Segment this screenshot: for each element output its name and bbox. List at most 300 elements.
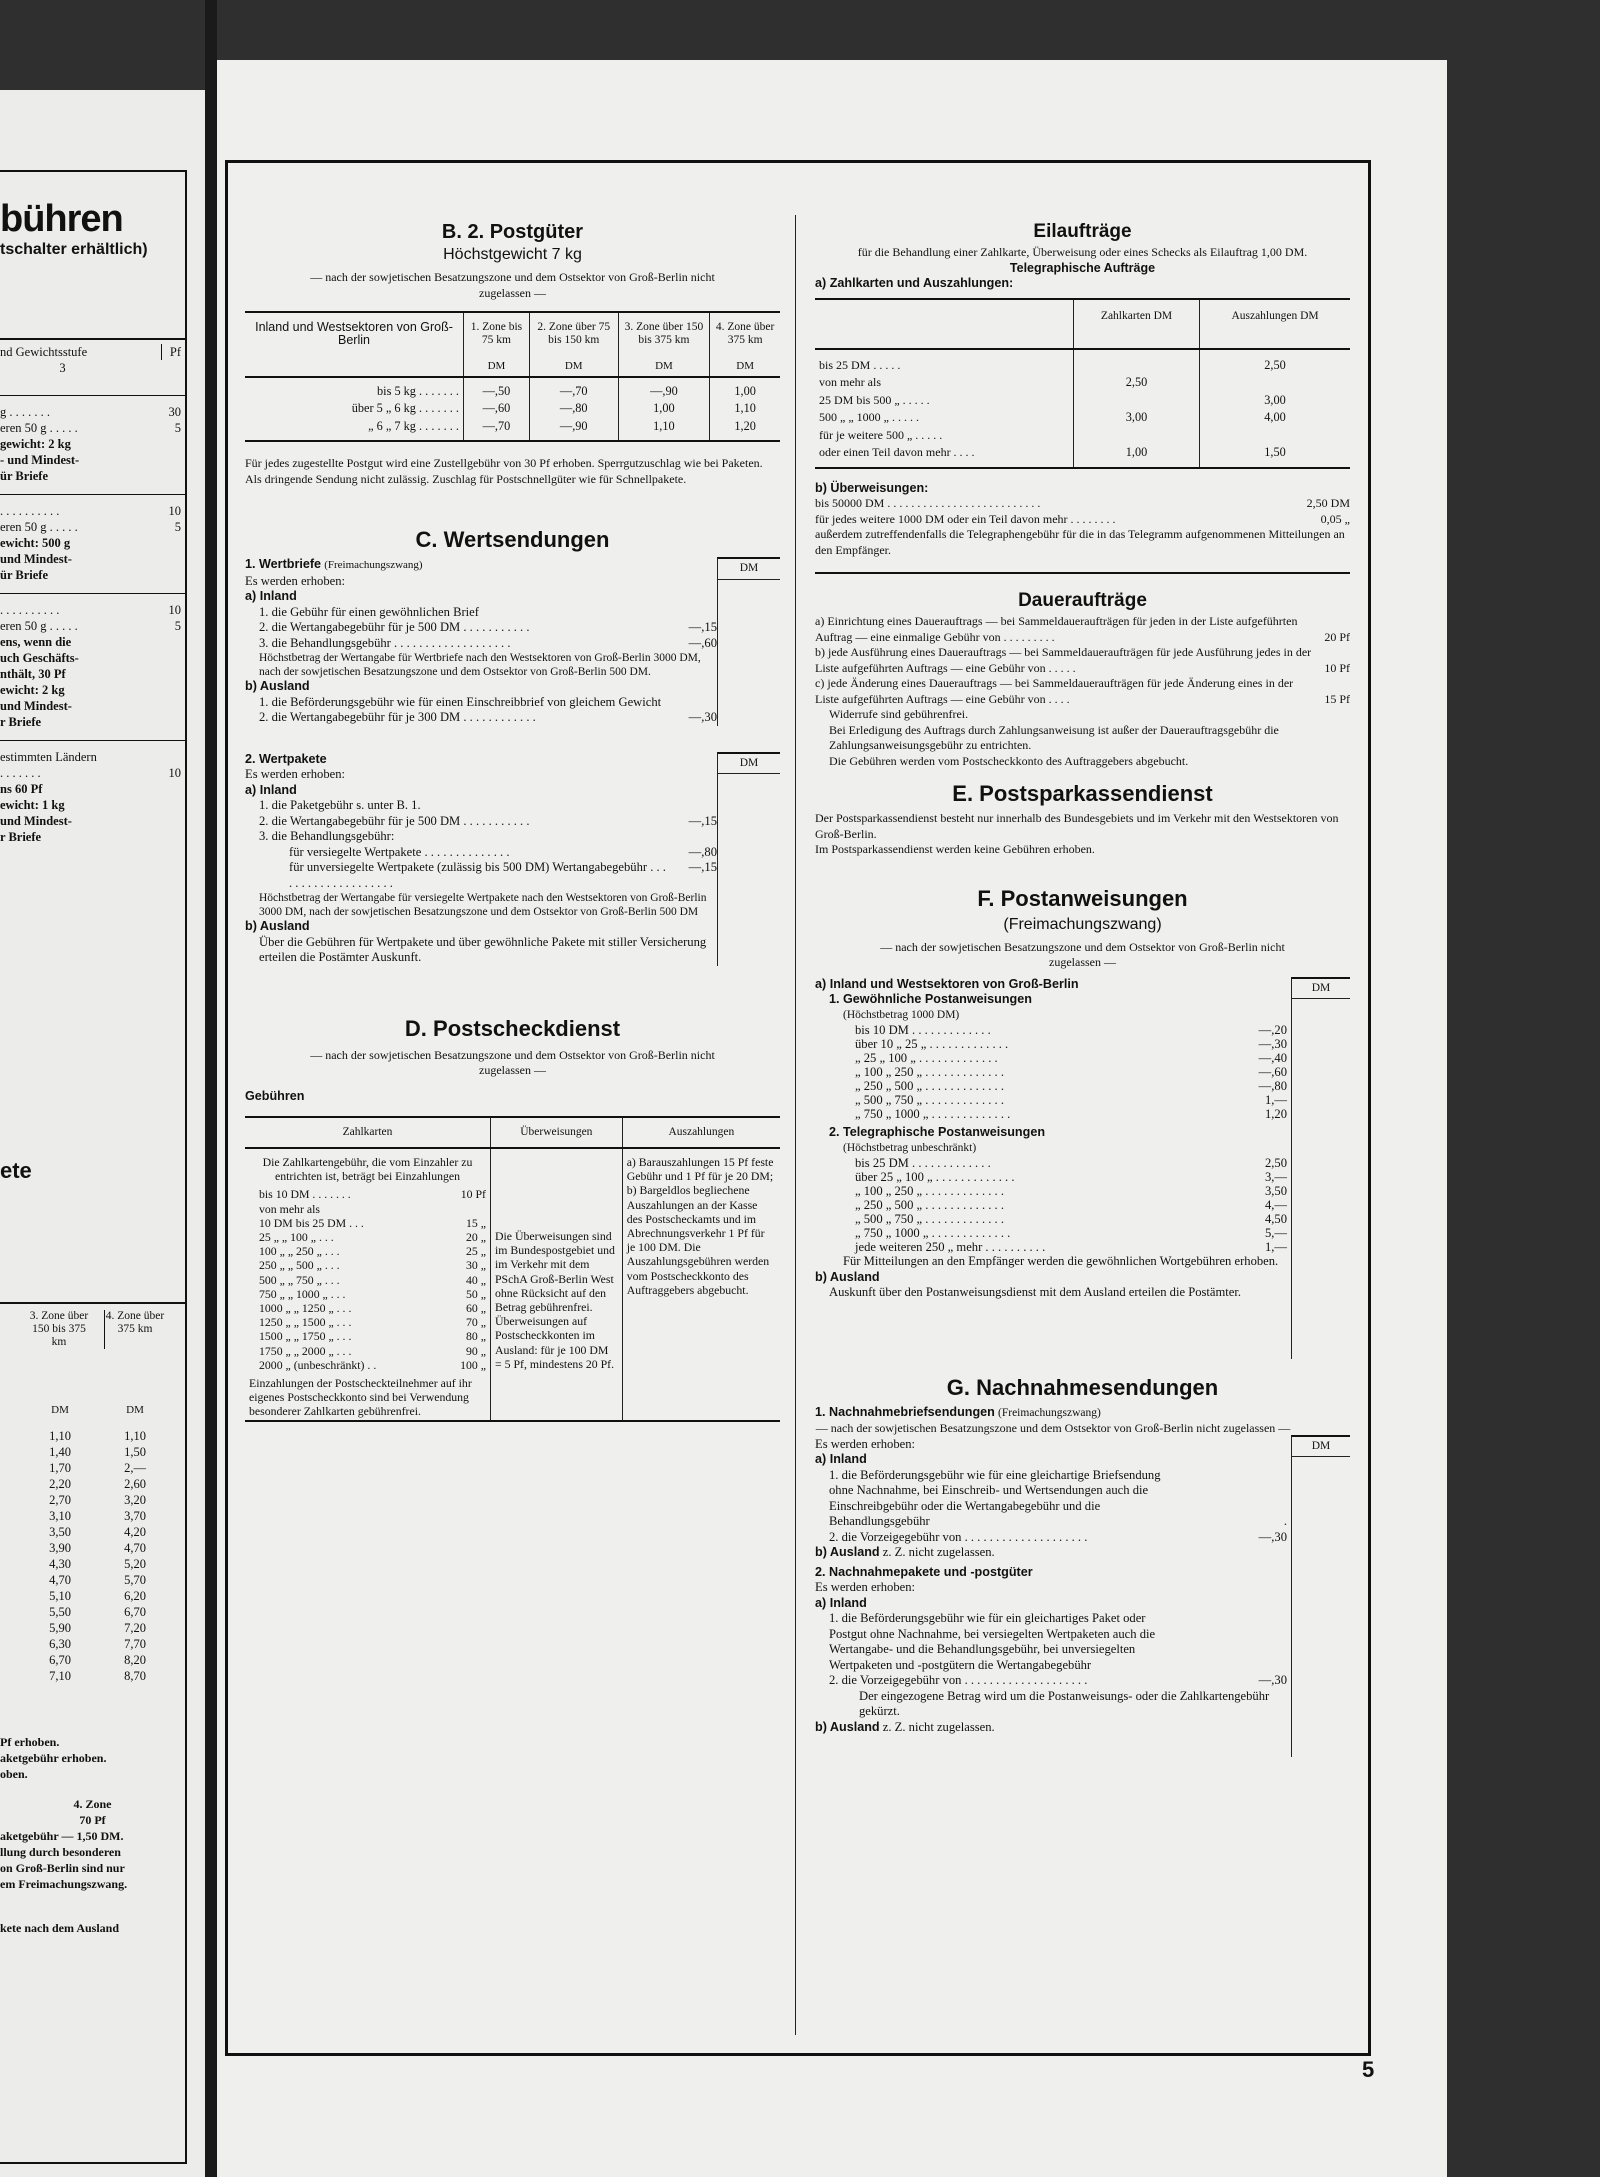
c-b-items [245, 695, 717, 726]
left-zone4b-value: 70 Pf [79, 1813, 106, 1827]
left-group [0, 495, 185, 594]
f-rate-range: „ 25 „ 100 „ . . . . . . . . . . . . . [855, 1051, 998, 1065]
eil-row-zk: 3,00 [1074, 409, 1200, 427]
d-zk-fee: 30 „ [466, 1258, 486, 1273]
left-zone-value: 5,20 [124, 1557, 146, 1571]
left-block [0, 395, 185, 855]
c-item-value: —,80 [688, 844, 717, 859]
d-zk-amount: 250 „ „ 500 „ . . . [259, 1258, 340, 1273]
left-col-head-num: 3 [59, 361, 66, 375]
b2-cell: —,70 [529, 377, 618, 401]
dauer-item-value: 20 Pf [1324, 629, 1350, 644]
f-rate-row [815, 1107, 1291, 1121]
f-rate-row [815, 1170, 1291, 1184]
c-item [245, 814, 717, 830]
d-zk-row [249, 1187, 486, 1201]
left-dm: DM [51, 1404, 69, 1416]
left-zone-value: 5,10 [49, 1589, 71, 1603]
f-rate-range: „ 500 „ 750 „ . . . . . . . . . . . . . [855, 1093, 1005, 1107]
left-section-title: ete [0, 1158, 32, 1183]
c-item [245, 845, 717, 861]
left-rate-value: 30 [168, 405, 181, 419]
b2-title: B. 2. Postgüter [441, 221, 584, 243]
b2-cell: 1,20 [710, 418, 780, 442]
f-block [815, 977, 1350, 1359]
left-zone-value: 6,70 [124, 1605, 146, 1619]
f-rate-value: 2,50 [1264, 1156, 1287, 1170]
d-zk-amount: 1250 „ „ 1500 „ . . . [259, 1315, 352, 1330]
d-zk-amount: 1750 „ „ 2000 „ . . . [259, 1343, 352, 1358]
d-zk-amount: 2000 „ (unbeschränkt) . . [259, 1357, 377, 1372]
left-zone-row [0, 1652, 185, 1668]
f-p1-rows [815, 1023, 1291, 1121]
eil-row-label: für je weitere 500 „ . . . . . [819, 427, 943, 442]
left-zone-row [0, 1604, 185, 1620]
left-zone-row [0, 1444, 185, 1460]
d-zk-fee: 15 „ [466, 1215, 486, 1230]
left-footer [0, 1734, 185, 1936]
f-rate-value: —,40 [1258, 1051, 1287, 1065]
left-rate-note: ns 60 Pf [0, 782, 43, 796]
left-rate-note: nthält, 30 Pf [0, 667, 66, 681]
d-zk-amount: 1000 „ „ 1250 „ . . . [259, 1301, 352, 1316]
left-col-pf: Pf [161, 344, 181, 360]
f-rate-value: 5,— [1264, 1226, 1287, 1240]
c-p1-title: 1. Wertbriefe [245, 557, 322, 571]
dauer-items [815, 614, 1350, 707]
f-rate-value: 1,— [1264, 1240, 1287, 1254]
d-zk-fee: 80 „ [466, 1329, 486, 1344]
f-p1: 1. Gewöhnliche Postanweisungen [829, 992, 1032, 1006]
d-zk-row [249, 1329, 486, 1343]
d-zk-row [249, 1216, 486, 1230]
left-rate-row [0, 765, 181, 781]
eil-row-zk [1074, 392, 1200, 410]
left-rate-note: und Mindest- [0, 699, 72, 713]
left-zone-value: 8,70 [124, 1669, 146, 1683]
left-zone-value: 7,10 [49, 1669, 71, 1683]
left-zone-row [0, 1524, 185, 1540]
left-zone-row [0, 1572, 185, 1588]
d-zk-fee: 25 „ [466, 1244, 486, 1259]
g-a2-note: Der eingezogene Betrag wird um die Postanweisungs- oder die Zahlkartengebühr gekürzt. [859, 1688, 1270, 1718]
d-zk-fee [478, 1202, 486, 1216]
b2-col1: 1. Zone bis 75 km [464, 312, 530, 349]
left-zone-row [0, 1620, 185, 1636]
f-rate-value: 3,50 [1264, 1184, 1287, 1198]
left-rate-note: estimmten Ländern [0, 750, 97, 764]
f-title: F. Postanweisungen [977, 885, 1188, 911]
d-col-ueberweisungen: Überweisungen [491, 1117, 623, 1148]
d-zk-amount: 500 „ „ 750 „ . . . [259, 1272, 340, 1287]
c-item-text: für versiegelte Wertpakete . . . . . . . . . . . . . . [289, 844, 510, 859]
eil-b-row [815, 512, 1350, 528]
g-a2-items [815, 1611, 1291, 1689]
left-rate-note: r Briefe [0, 715, 42, 729]
g-item-value: —,30 [1258, 1529, 1287, 1544]
f-rate-value: 1,— [1264, 1093, 1287, 1107]
d-zk-row [249, 1301, 486, 1315]
left-rate-note: ür Briefe [0, 568, 49, 582]
dauer-item [815, 645, 1350, 676]
left-rate-note: uch Geschäfts- [0, 651, 79, 665]
c-item-value: —,30 [688, 710, 717, 724]
left-zone-value: 3,20 [124, 1493, 146, 1507]
eil-row-az: 1,50 [1200, 444, 1350, 468]
left-rate-note: ens, wenn die [0, 635, 72, 649]
c-p1-sub: (Freimachungszwang) [324, 559, 423, 571]
eil-row [815, 349, 1350, 375]
eil-col-auszahlungen: Auszahlungen DM [1200, 299, 1350, 349]
c-item [245, 710, 717, 726]
left-group [0, 594, 185, 741]
eil-row-label: von mehr als [819, 375, 881, 389]
left-rate-text: eren 50 g . . . . . [0, 619, 78, 633]
left-zone-value: 4,30 [49, 1557, 71, 1571]
f-dm-head: DM [1292, 979, 1350, 1000]
left-zone4b: 4. Zone [73, 1797, 112, 1811]
g-dm-column [1291, 1435, 1350, 1757]
d-col-auszahlungen: Auszahlungen [622, 1117, 780, 1148]
left-foot-line: llung durch besonderen [0, 1845, 121, 1859]
eil-b-rows [815, 496, 1350, 527]
left-zone-value: 3,10 [49, 1509, 71, 1523]
left-foot-line: em Freimachungszwang. [0, 1877, 128, 1891]
eil-tel: Telegraphische Aufträge [1009, 260, 1156, 275]
c-erhoben: Es werden erhoben: [245, 573, 346, 588]
g-item-value: . [1283, 1514, 1287, 1528]
d-zk-fee: 50 „ [466, 1286, 486, 1301]
b2-col0: Inland und Westsektoren von Groß-Berlin [255, 320, 453, 347]
left-zone-value: 5,50 [49, 1605, 71, 1619]
c-item [245, 605, 717, 621]
eil-b-text: bis 50000 DM . . . . . . . . . . . . . . . . . . . . . . . . . . [815, 496, 1041, 510]
e-text: Der Postsparkassendienst besteht nur innerhalb des Bundesgebiets und im Verkehr mit den Westsektoren von Groß-Berlin. [815, 811, 1339, 841]
left-zone-value: 4,70 [124, 1541, 146, 1555]
page-number: 5 [1362, 2057, 1375, 2082]
d-zk-row [249, 1244, 486, 1258]
b2-row [245, 377, 780, 401]
left-rate-row [0, 503, 181, 519]
left-rate-text: g . . . . . . . [0, 405, 50, 419]
left-zone-row [0, 1428, 185, 1444]
d-zk-row [249, 1258, 486, 1272]
left-zone-value: 3,90 [49, 1541, 71, 1555]
b2-cell: 1,00 [710, 377, 780, 401]
c-dm-column-2 [717, 752, 780, 966]
b2-table [245, 311, 780, 442]
g-a2: a) Inland [815, 1595, 867, 1610]
eil-b: b) Überweisungen: [815, 480, 929, 495]
f-rate-range: über 10 „ 25 „ . . . . . . . . . . . . . [855, 1037, 1009, 1051]
dauer-item-value: 15 Pf [1324, 691, 1350, 706]
eil-row-label: 500 „ „ 1000 „ . . . . . [819, 410, 919, 424]
f-rate-range: „ 250 „ 500 „ . . . . . . . . . . . . . [855, 1079, 1005, 1093]
f-rate-value: 4,— [1264, 1198, 1287, 1212]
g-p1: 1. Nachnahmebriefsendungen [815, 1404, 995, 1419]
left-rate-row [0, 404, 181, 420]
left-rate-note: r Briefe [0, 830, 42, 844]
f-rate-row [815, 1156, 1291, 1170]
left-zone-value: 2,70 [49, 1493, 71, 1507]
b2-col3: 3. Zone über 150 bis 375 km [618, 312, 710, 349]
f-rate-value: 1,20 [1264, 1107, 1287, 1121]
c-a2: a) Inland [245, 782, 297, 797]
d-zk-amount: 25 „ „ 100 „ . . . [259, 1230, 334, 1245]
left-title: bühren [0, 198, 123, 240]
left-rate-row [0, 618, 181, 634]
f-rate-range: „ 100 „ 250 „ . . . . . . . . . . . . . [855, 1065, 1005, 1079]
f-rate-row [815, 1226, 1291, 1240]
eil-row-az: 2,50 [1200, 349, 1350, 375]
left-zone-value: 6,70 [49, 1653, 71, 1667]
c-b: b) Ausland [245, 679, 310, 693]
eil-col-zahlkarten: Zahlkarten DM [1074, 299, 1200, 349]
f-rate-range: über 25 „ 100 „ . . . . . . . . . . . . . [855, 1170, 1015, 1184]
eil-row-label: 25 DM bis 500 „ . . . . . [819, 392, 930, 407]
f-b: b) Ausland [815, 1269, 880, 1284]
left-rate-text: eren 50 g . . . . . [0, 421, 78, 435]
left-zone-row [0, 1668, 185, 1684]
c-item-value [669, 605, 717, 621]
d-zk-row [249, 1230, 486, 1244]
d-zk-row [249, 1315, 486, 1329]
d-zk-amount: bis 10 DM . . . . . . . [259, 1187, 351, 1202]
eil-a: a) Zahlkarten und Auszahlungen: [815, 276, 1014, 290]
c-dm-column [717, 557, 780, 726]
eil-row [815, 444, 1350, 468]
left-subtitle: tschalter erhältlich) [0, 241, 148, 258]
left-rate-note: und Mindest- [0, 552, 72, 566]
e-text-2: Im Postsparkassendienst werden keine Gebühren erhoben. [815, 842, 1095, 856]
dauer-item-text: a) Einrichtung eines Dauerauftrags — bei Sammeldaueraufträgen für jeden in der Liste aufgeführten Auftrag — eine einmalige Gebühr von . . . . . . . . . [815, 614, 1298, 644]
left-zone-value: 3,50 [49, 1525, 71, 1539]
g-item-text: 1. die Beförderungsgebühr wie für eine gleichartige Briefsendung ohne Nachnahme, bei Einschreib- und Wertsendungen auch die Einschreibgebühr oder die Wertangabegebühr und die Behandlungsgebühr [829, 1467, 1161, 1528]
c-item-value: —,60 [688, 635, 717, 650]
eil-title: Eilaufträge [1033, 221, 1132, 242]
c-a2-items [245, 798, 717, 891]
c-item-text: 1. die Paketgebühr s. unter B. 1. [259, 798, 421, 812]
d-zk-fee: 70 „ [466, 1315, 486, 1330]
d-zk-amount: von mehr als [259, 1201, 320, 1216]
g-item-value: —,30 [1258, 1673, 1287, 1687]
left-zone3: 3. Zone über 150 bis 375 km [29, 1310, 89, 1348]
f-a: a) Inland und Westsektoren von Groß-Berlin [815, 976, 1079, 991]
f-rate-row [815, 1065, 1291, 1079]
left-zone-row [0, 1636, 185, 1652]
d-zk-amount: 100 „ „ 250 „ . . . [259, 1244, 340, 1259]
left-dm: DM [126, 1404, 144, 1416]
eil-row-label: oder einen Teil davon mehr . . . . [819, 445, 975, 459]
left-foot-line: oben. [0, 1767, 28, 1781]
d-zk-fee: 10 Pf [460, 1187, 486, 1202]
d-auszahlungen: a) Barauszahlungen 15 Pf feste Gebühr und 1 Pf für je 20 DM; b) Bargeldlos begliechene Auszahlungen an der Kasse des Postscheckamts und im Abrechnungsverkehr 1 Pf für je 100 DM. Die Auszahlungsgebühren werden vom Postscheckkonto des Auftraggebers abgebucht. [622, 1148, 780, 1421]
left-zone-value: 1,10 [49, 1429, 71, 1443]
c-item-text: 3. die Behandlungsgebühr . . . . . . . . . . . . . . . . . . . [259, 635, 511, 650]
left-zone-value: 6,20 [124, 1589, 146, 1603]
c-item-text: 2. die Wertangabegebühr für je 300 DM . . . . . . . . . . . . [259, 710, 536, 724]
dauer-note: Bei Erledigung des Auftrags durch Zahlungsanweisung ist außer der Dauerauftragsgebühr die Zahlungsanweisungsgebühr zu entrichten. [829, 722, 1279, 752]
d-zk-fee: 90 „ [466, 1343, 486, 1358]
f-b-note: Auskunft über den Postanweisungsdienst mit dem Ausland erteilen die Postämter. [829, 1285, 1242, 1299]
g-item [815, 1673, 1291, 1689]
eil-b-note: außerdem zutreffendenfalls die Telegraphengebühr für die in das Telegramm aufgenommenen Mitteilungen an den Empfänger. [815, 527, 1345, 557]
left-rate-note: gewicht: 2 kg [0, 437, 71, 451]
right-column [815, 215, 1350, 1757]
b2-col2: 2. Zone über 75 bis 150 km [529, 312, 618, 349]
d-zk-intro: Die Zahlkartengebühr, die vom Einzahler zu entrichten ist, beträgt bei Einzahlungen [262, 1155, 473, 1184]
f-note: — nach der sowjetischen Besatzungszone und dem Ostsektor von Groß-Berlin nicht zugelassen — [880, 939, 1285, 969]
c-item-text: 1. die Gebühr für einen gewöhnlichen Brief [259, 604, 479, 619]
c-a-items [245, 605, 717, 652]
left-rate-text: eren 50 g . . . . . [0, 520, 78, 534]
b2-cell: 1,10 [618, 418, 710, 442]
eil-b-text: für jedes weitere 1000 DM oder ein Teil davon mehr . . . . . . . . [815, 511, 1116, 526]
f-rate-range: „ 750 „ 1000 „ . . . . . . . . . . . . . [855, 1107, 1011, 1121]
d-zk-amount: 10 DM bis 25 DM . . . [259, 1215, 364, 1230]
dauer-item-text: c) jede Änderung eines Dauerauftrags — bei Sammeldaueraufträgen für jede Änderung eines in der Liste aufgeführten Auftrags — eine Gebühr von . . . . [815, 676, 1294, 706]
c-item [245, 636, 717, 652]
d-zk-amount: 750 „ „ 1000 „ . . . [259, 1286, 346, 1301]
dauer-title: Daueraufträge [1018, 590, 1147, 611]
left-group [0, 741, 185, 855]
left-foot-line: on Groß-Berlin sind nur [0, 1861, 125, 1875]
left-zone-value: 6,30 [49, 1637, 71, 1651]
left-rate-row [0, 602, 181, 618]
eil-row-az [1200, 374, 1350, 392]
left-zone-value: 1,10 [124, 1429, 146, 1443]
eil-row [815, 409, 1350, 427]
f-p2-note: Für Mitteilungen an den Empfänger werden die gewöhnlichen Wortgebühren erhoben. [843, 1254, 1279, 1268]
eil-intro: für die Behandlung einer Zahlkarte, Überweisung oder eines Schecks als Eilauftrag 1,00 DM. [857, 245, 1308, 259]
left-foot-line: kete nach dem Ausland [0, 1921, 120, 1935]
d-zk-row [249, 1273, 486, 1287]
g-item-text: 1. die Beförderungsgebühr wie für ein gleichartiges Paket oder Postgut ohne Nachnahme, bei versiegelten Wertpaketen auch die Wertangabe- und die Behandlungsgebühr, bei unversiegelten Wertpaketen und -postgütern die Wertangabegebühr [829, 1611, 1156, 1672]
left-zone-row [0, 1508, 185, 1524]
left-rate-value: 10 [168, 603, 181, 617]
f-rate-range: „ 250 „ 500 „ . . . . . . . . . . . . . [855, 1198, 1005, 1212]
left-zone-value: 1,40 [49, 1445, 71, 1459]
f-rate-range: jede weiteren 250 „ mehr . . . . . . . . . . [855, 1240, 1046, 1254]
dauer-item [815, 614, 1350, 645]
g-a-items [815, 1468, 1291, 1546]
eil-b-row [815, 496, 1350, 512]
left-rate-note: und Mindest- [0, 814, 72, 828]
left-foot-line: aketgebühr erhoben. [0, 1751, 107, 1765]
eil-row-zk [1074, 427, 1200, 445]
f-rate-range: bis 25 DM . . . . . . . . . . . . . [855, 1156, 991, 1170]
left-zone-dm-row [0, 1402, 185, 1418]
g-a: a) Inland [815, 1452, 867, 1466]
c-erhoben-2: Es werden erhoben: [245, 767, 346, 781]
left-zone-value: 4,70 [49, 1573, 71, 1587]
d-zk-rows [249, 1183, 486, 1376]
f-p2: 2. Telegraphische Postanweisungen [829, 1125, 1046, 1139]
dauer-note: Die Gebühren werden vom Postscheckkonto des Auftraggebers abgebucht. [829, 753, 1189, 768]
d-title: D. Postscheckdienst [404, 1015, 621, 1041]
g-dm-head: DM [1292, 1437, 1350, 1458]
g-block [815, 1405, 1350, 1757]
d-zk-row [249, 1358, 486, 1372]
left-zone-values [0, 1404, 185, 1684]
f-rate-range: „ 750 „ 1000 „ . . . . . . . . . . . . . [855, 1226, 1011, 1240]
left-rate-value: 10 [168, 504, 181, 518]
c-item [245, 620, 717, 636]
left-zone-row [0, 1588, 185, 1604]
eil-b-value: 0,05 „ [1320, 511, 1350, 526]
d-zk-fee: 100 „ [460, 1357, 486, 1372]
left-zone-value: 7,70 [124, 1637, 146, 1651]
left-rate-note: ür Briefe [0, 469, 49, 483]
f-subtitle: (Freimachungszwang) [1003, 915, 1162, 933]
left-zone-value: 3,70 [124, 1509, 146, 1523]
c-item-text: 2. die Wertangabegebühr für je 500 DM . . . . . . . . . . . [259, 813, 530, 828]
f-rate-row [815, 1079, 1291, 1093]
f-p2-rows [815, 1156, 1291, 1254]
c-wertbriefe [245, 557, 780, 726]
d-zk-fee: 40 „ [466, 1272, 486, 1287]
d-ueberweisungen: Die Überweisungen sind im Bundespostgebiet und im Verkehr mit dem PSchA Groß-Berlin West ohne Rücksicht auf den Betrag gebührenfrei. Überweisungen auf Postscheckkonten im Ausland: für je 100 DM = 5 Pf, mindestens 20 Pf. [491, 1148, 623, 1421]
left-foot-line: aketgebühr — 1,50 DM. [0, 1829, 124, 1843]
d-zk-row [249, 1202, 486, 1216]
g-item-text: 2. die Vorzeigegebühr von . . . . . . . . . . . . . . . . . . . . [829, 1673, 1088, 1687]
c-item-value: —,15 [688, 813, 717, 828]
left-rate-value: 5 [174, 421, 181, 435]
dauer-notes [815, 707, 1350, 769]
left-zone-value: 5,70 [124, 1573, 146, 1587]
b2-row-label: bis 5 kg . . . . . . . [377, 383, 459, 398]
c-item-text: 1. die Beförderungsgebühr wie für einen Einschreibbrief von gleichem Gewicht [259, 694, 662, 709]
g-title: G. Nachnahmesendungen [946, 1374, 1219, 1400]
c-a2-note: Höchstbetrag der Wertangabe für versiegelte Wertpakete nach den Westsektoren von Groß-Berlin 3000 DM, nach der sowjetischen Besatzungszone und dem Ostsektor von Groß-Berlin 500 DM [259, 892, 707, 918]
b2-row-label: „ 6 „ 7 kg . . . . . . . [368, 418, 459, 433]
g-erhoben-2: Es werden erhoben: [815, 1580, 916, 1594]
left-zone-row [0, 1540, 185, 1556]
f-rate-row [815, 1037, 1291, 1051]
left-zone-row [0, 1460, 185, 1476]
c-dm-head: DM [718, 559, 780, 580]
d-zk-fee: 20 „ [466, 1230, 486, 1245]
b2-note: — nach der sowjetischen Besatzungszone und dem Ostsektor von Groß-Berlin nicht zugelassen — [310, 270, 715, 300]
c-b2-note: Über die Gebühren für Wertpakete und über gewöhnliche Pakete mit stiller Versicherung erteilen die Postämter Auskunft. [259, 934, 707, 964]
left-rate-text: . . . . . . . . . . [0, 603, 60, 617]
f-rate-row [815, 1093, 1291, 1107]
b2-cell: 1,00 [618, 400, 710, 418]
d-zk-row [249, 1344, 486, 1358]
dauer-item-value: 10 Pf [1324, 660, 1350, 675]
left-rate-value: 5 [174, 619, 181, 633]
column-divider [795, 215, 796, 2035]
g-p2: 2. Nachnahmepakete und -postgüter [815, 1564, 1033, 1579]
eil-row [815, 374, 1350, 392]
eil-rows [815, 349, 1350, 468]
c-a: a) Inland [245, 589, 297, 603]
c-title: C. Wertsendungen [415, 527, 610, 552]
eil-row-zk: 2,50 [1074, 374, 1200, 392]
c-item-text: 2. die Wertangabegebühr für je 500 DM . . . . . . . . . . . [259, 620, 530, 634]
c-item [245, 695, 717, 711]
left-rate-text: . . . . . . . [0, 766, 41, 780]
b2-row [245, 400, 780, 418]
b2-dm: DM [529, 349, 618, 377]
dauer-item-text: b) jede Ausführung eines Dauerauftrags — bei Sammeldaueraufträgen für jede Ausführung jedes in der Liste aufgeführten Auftrags — eine Gebühr von . . . . . [815, 645, 1312, 675]
eil-row-zk [1074, 349, 1200, 375]
d-zk-fee: 60 „ [466, 1301, 486, 1316]
left-zone-value: 2,20 [49, 1477, 71, 1491]
c-p2-title: 2. Wertpakete [245, 751, 327, 766]
f-rate-row [815, 1198, 1291, 1212]
b2-dm: DM [618, 349, 710, 377]
